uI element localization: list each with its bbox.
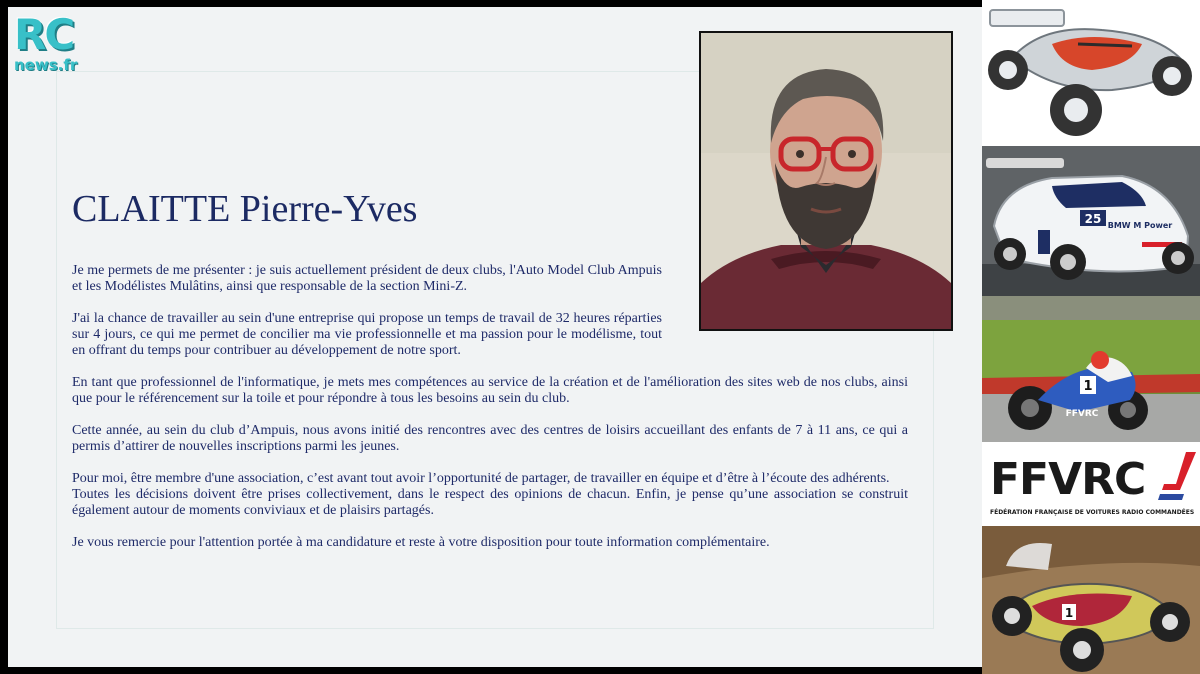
rcnews-logo[interactable] bbox=[14, 10, 90, 77]
logo-rc-text: RC bbox=[14, 10, 74, 59]
rc-photo-strip bbox=[982, 0, 1200, 674]
bike-brand: FFVRC bbox=[1065, 409, 1099, 419]
ffvrc-logo[interactable] bbox=[982, 442, 1200, 526]
strip-photo-buggy-red bbox=[982, 0, 1200, 146]
buggy-dirt-illustration bbox=[982, 526, 1200, 674]
buggy-red-illustration bbox=[982, 0, 1200, 146]
touring-car-number: 25 bbox=[1084, 212, 1102, 226]
touring-car-brand: BMW M Power bbox=[1107, 221, 1173, 230]
strip-photo-touring-car bbox=[982, 146, 1200, 296]
bio-paragraph-2: J'ai la chance de travailler au sein d'une entreprise qui propose un temps de travail de 32 heures réparties sur 4 jours, ce qui me permet de concilier ma vie professionnelle et ma passion pour le modélisme, tout en offrant du temps pour contribuer au développement de notre sport. bbox=[72, 311, 662, 358]
bio-paragraph-5: Pour moi, être membre d'une association, c’est avant tout avoir l’opportunité de partager, de travailler en équipe et d’être à l’écoute des adhérents. bbox=[72, 471, 890, 486]
candidate-name: CLAITTE Pierre-Yves bbox=[72, 188, 418, 230]
ffvrc-logo-title: FFVRC bbox=[990, 454, 1146, 505]
ffvrc-logo-subtitle: FÉDÉRATION FRANÇAISE DE VOITURES RADIO COMMANDÉES bbox=[990, 509, 1195, 516]
strip-photo-motorbike bbox=[982, 296, 1200, 442]
bio-paragraph-1: Je me permets de me présenter : je suis actuellement président de deux clubs, l'Auto Model Club Ampuis et les Modélistes Mulâtins, ainsi que responsable de la section Mini-Z. bbox=[72, 263, 662, 294]
logo-site-text: news.fr bbox=[14, 56, 78, 74]
strip-photo-buggy-dirt bbox=[982, 526, 1200, 674]
bike-number: 1 bbox=[1083, 379, 1093, 394]
bio-paragraph-6: Toutes les décisions doivent être prises collectivement, dans le respect des opinions de chacun. Enfin, je pense qu’une association se construit également autour de moments conviviaux et de plaisirs partagés. bbox=[72, 487, 908, 518]
candidate-slide bbox=[8, 7, 982, 667]
buggy-number: 1 bbox=[1064, 606, 1074, 620]
candidate-portrait bbox=[699, 31, 953, 331]
touring-car-illustration bbox=[982, 146, 1200, 296]
portrait-illustration bbox=[701, 33, 951, 329]
motorbike-illustration bbox=[982, 296, 1200, 442]
bio-paragraph-7: Je vous remercie pour l'attention portée à ma candidature et reste à votre disposition pour toute information complémentaire. bbox=[72, 535, 770, 550]
ffvrc-swoosh-icon bbox=[1158, 450, 1198, 506]
bio-paragraph-4: Cette année, au sein du club d’Ampuis, nous avons initié des rencontres avec des centres de loisirs accueillant des enfants de 7 à 11 ans, ce qui a permis d’attirer de nouvelles inscriptions parmi les jeunes. bbox=[72, 423, 908, 454]
bio-paragraph-3: En tant que professionnel de l'informatique, je mets mes compétences au service de la création et de l'amélioration des sites web de nos clubs, ainsi que pour le référencement sur la toile et pour répondre à tous les besoins au sein du club. bbox=[72, 375, 908, 406]
